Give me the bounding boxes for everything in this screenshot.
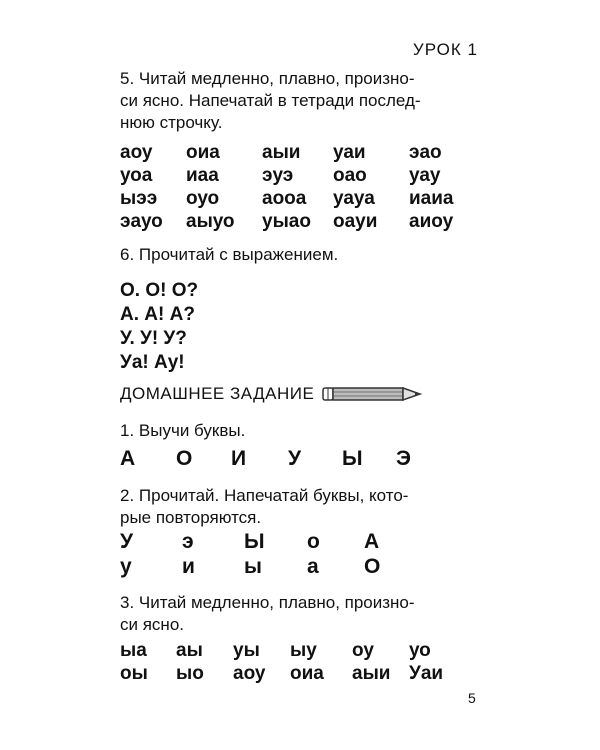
syllable: уаи <box>333 142 366 163</box>
syllable: ыу <box>290 640 317 661</box>
syllable: иаиа <box>409 188 454 209</box>
task5-instruction <box>120 68 480 134</box>
hw-task2-line: рые повторяются. <box>120 508 262 527</box>
hw-task1-line: 1. Выучи буквы. <box>120 421 246 440</box>
letter: И <box>231 447 247 470</box>
letters-row <box>120 530 480 558</box>
syllable: аоу <box>233 663 266 684</box>
hw-task3-instruction <box>120 592 480 636</box>
syllable: оу <box>352 640 374 661</box>
syllable: аыи <box>262 142 301 163</box>
syllable: уы <box>233 640 260 661</box>
letters-row <box>120 447 480 475</box>
letter: О <box>176 447 193 470</box>
syllable: оуо <box>186 188 220 209</box>
syllable: ыа <box>120 640 147 661</box>
page-number: 5 <box>468 690 476 706</box>
syllable: аыуо <box>186 211 235 232</box>
letter: О <box>364 555 381 578</box>
task5-line: 5. Читай медленно, плавно, произно- <box>120 69 415 88</box>
letter: Ы <box>244 530 265 553</box>
task5-line: нюю строчку. <box>120 113 223 132</box>
letter: Ы <box>342 447 363 470</box>
syllable: аоу <box>120 142 153 163</box>
letter: у <box>120 555 132 578</box>
letter: и <box>182 555 195 578</box>
task3-row <box>120 640 480 664</box>
task3-row <box>120 663 480 687</box>
exclamation-row: Уа! Ау! <box>120 352 185 373</box>
syllable: оиа <box>186 142 220 163</box>
hw-task3-line: 3. Читай медленно, плавно, произно- <box>120 593 415 612</box>
letter: А <box>120 447 136 470</box>
syllable: уау <box>409 165 441 186</box>
syllable: уоа <box>120 165 153 186</box>
hw-task2-line: 2. Прочитай. Напечатай буквы, кото- <box>120 486 409 505</box>
syllable: уыао <box>262 211 311 232</box>
syllable: ыээ <box>120 188 158 209</box>
letter: А <box>364 530 380 553</box>
syllable: эао <box>409 142 442 163</box>
syllable: эауо <box>120 211 163 232</box>
syllable: иаа <box>186 165 219 186</box>
task6-instruction <box>120 244 480 266</box>
syllable: оиа <box>290 663 324 684</box>
syllable: эуэ <box>262 165 294 186</box>
syllable: аооа <box>262 188 307 209</box>
task5-row <box>120 165 480 189</box>
letter: ы <box>244 555 262 578</box>
task5-line: си ясно. Напечатай в тетради послед- <box>120 91 421 110</box>
hw-task1-instruction <box>120 420 480 442</box>
syllable: ыо <box>176 663 204 684</box>
syllable: уо <box>409 640 431 661</box>
letter: э <box>182 530 194 553</box>
syllable: уауа <box>333 188 375 209</box>
syllable: Уаи <box>409 663 444 684</box>
hw-task3-line: си ясно. <box>120 615 184 634</box>
task5-row <box>120 211 480 235</box>
letter: Э <box>396 447 411 470</box>
letter: а <box>307 555 319 578</box>
exclamation-row: О. О! О? <box>120 280 199 301</box>
pencil-icon <box>322 385 426 403</box>
hw-task2-instruction <box>120 485 480 529</box>
lesson-header: УРОК 1 <box>412 40 478 59</box>
homework-title: ДОМАШНЕЕ ЗАДАНИЕ <box>120 384 315 403</box>
exclamation-row: А. А! А? <box>120 304 195 325</box>
letter: о <box>307 530 320 553</box>
syllable: оауи <box>333 211 378 232</box>
syllable: аиоу <box>409 211 454 232</box>
homework-header <box>120 384 426 404</box>
letter: У <box>288 447 302 470</box>
letters-row <box>120 555 480 583</box>
task5-row <box>120 188 480 212</box>
task6-line: 6. Прочитай с выражением. <box>120 245 339 264</box>
syllable: аыи <box>352 663 391 684</box>
exclamation-row: У. У! У? <box>120 328 187 349</box>
syllable: оао <box>333 165 367 186</box>
syllable: аы <box>176 640 203 661</box>
letter: У <box>120 530 134 553</box>
task5-row <box>120 142 480 166</box>
syllable: оы <box>120 663 148 684</box>
task6-exclamations <box>120 280 198 376</box>
